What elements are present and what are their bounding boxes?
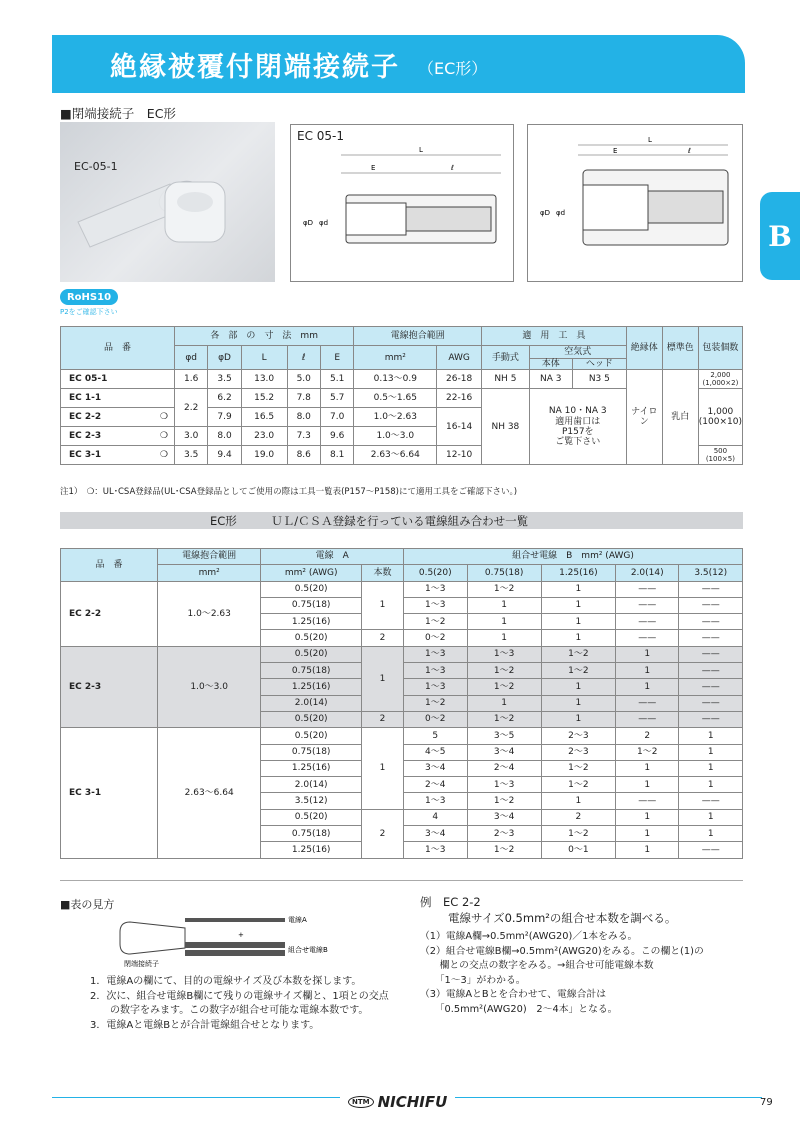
spec-header-L: L [241,346,287,370]
spec-header-D: φD [208,346,241,370]
footer-logo: NTM NICHIFU [340,1093,455,1111]
spec-header-ins: 絶縁体 [626,327,662,370]
table-row: 1.25(16) 3〜4 2〜4 1〜2 1 1 [61,760,743,776]
spec-header-dims: 各 部 の 寸 法 mm [175,327,354,346]
table-row: EC 3-1 2.63〜6.64 0.5(20) 1 5 3〜5 2〜3 2 1 [61,728,743,744]
table-row: 0.5(20) 2 0〜2 1 1 —— —— [61,630,743,646]
spec-header-body: 本体 [529,359,572,370]
spec-header-awg: AWG [437,346,482,370]
drawing-ec05-1 [290,124,514,282]
connector-illustration [60,122,275,282]
rohs-badge: RoHS10 [60,289,118,305]
combo-header-wb: 組合せ電線 B mm² (AWG) [404,549,743,565]
dim-D-text: φD [303,219,314,227]
spec-row: EC 1-1 2.2 6.2 15.2 7.8 5.7 0.5〜1.65 22-16 NH 38 NA 10・NA 3 適用歯口は P157を ご覧下さい 1,000 (100×10) [61,389,743,408]
table-row: 0.75(18) 1〜3 1 1 —— —— [61,597,743,613]
table-row: 1.25(16) 1〜2 1 1 —— —— [61,614,743,630]
dim-L-text: L [419,146,423,154]
spec-header-tool: 適 用 工 具 [482,327,627,346]
table-row: 0.5(20) 2 4 3〜4 2 1 1 [61,809,743,825]
page-subtitle: （EC形） [418,58,488,78]
part-number: EC 05-1 [61,370,175,389]
combo-part: EC 3-1 [61,728,158,858]
spec-header-air: 空気式 [529,346,626,359]
table-row: 0.75(18) 3〜4 2〜3 1〜2 1 1 [61,826,743,842]
table-row: 1.25(16) 1〜3 1〜2 1 1 —— [61,679,743,695]
color-value: 乳白 [662,370,698,465]
combo-part: EC 2-2 [61,581,158,646]
dim-l-text-2: ℓ [688,147,691,155]
table-row: EC 2-3 1.0〜3.0 0.5(20) 1 1〜3 1〜3 1〜2 1 —— [61,646,743,662]
spec-table [60,326,743,465]
section-title: ■閉端接続子 EC形 [60,106,176,121]
howto-steps: 1．電線Aの欄にて、目的の電線サイズ及び本数を探します。 2．次に、組合せ電線B欄にて残りの電線サイズ欄と、1項との交点 の数字をみます。この数字が組合せ可能な電線本数です。 3．電線Aと電線Bとが合計電線組合せとなります。 [90,976,389,1031]
spec-header-E: E [320,346,353,370]
combo-part: EC 2-3 [61,646,158,727]
combo-range: 1.0〜3.0 [158,646,261,727]
example-steps: （1）電線A欄→0.5mm²(AWG20)／1本をみる。 （2）組合せ電線B欄→0.5mm²(AWG20)をみる。この欄と(1)の 欄との交点の数字をみる。→組合せ可能電線本数 「1〜3」がわかる。 （3）電線AとBとを合わせて、電線合計は 「0.5mm²(AWG20) 2〜4本」となる。 [420,931,704,1015]
divider [60,880,743,881]
spec-row: EC 3-1 ❍ 3.5 9.4 19.0 8.6 8.1 2.63〜6.64 12-10 500 (100×5) [61,446,743,465]
table-row: 2.0(14) 1〜2 1 1 —— —— [61,695,743,711]
combo-range: 1.0〜2.63 [158,581,261,646]
combo-range: 2.63〜6.64 [158,728,261,858]
spec-row: EC 05-1 1.6 3.5 13.0 5.0 5.1 0.13〜0.9 26-18 NH 5 NA 3 N3 5 ナイロン 乳白 2,000 (1,000×2) [61,370,743,389]
spec-header-head: ヘッド [572,359,626,370]
spec-header-part: 品 番 [61,327,175,370]
title-banner [52,35,745,93]
svg-text:閉端接続子: 閉端接続子 [124,960,159,968]
drawing-label: EC 05-1 [297,129,345,143]
table-row: 3.5(12) 1〜3 1〜2 1 —— —— [61,793,743,809]
table-row: EC 2-2 1.0〜2.63 0.5(20) 1 1〜3 1〜2 1 —— —— [61,581,743,597]
rohs-note[interactable]: P2をご確認下さい [60,308,118,316]
svg-text:組合せ電線B: 組合せ電線B [288,946,328,954]
dim-d-text-2: φd [556,209,566,217]
insulator-value: ナイロン [626,370,662,465]
section-tab[interactable]: B [760,192,800,280]
dim-l-text: ℓ [451,164,454,172]
dim-E-text: E [371,164,376,172]
dimension-drawing-2 [528,125,742,281]
drawing-ec-large [527,124,743,282]
dim-d-text: φd [319,219,329,227]
table-row: 2.0(14) 2〜4 1〜3 1〜2 1 1 [61,777,743,793]
product-photo [60,122,275,282]
howto-diagram [110,910,380,970]
spec-header-mm2: mm² [354,346,437,370]
spec-note: 注1） ❍：UL･CSA登録品(UL･CSA登録品としてご使用の際は工具一覧表(P157〜P158)にて適用工具をご確認下さい。) [60,487,518,497]
dim-E-text-2: E [613,147,618,155]
combo-header-range: 電線抱合範囲 [158,549,261,565]
dimension-drawing-1 [291,125,513,281]
dim-D-text-2: φD [540,209,551,217]
example: 例 EC 2-2 電線サイズ0.5mm²の組合せ本数を調べる。 [420,895,677,925]
spec-header-l: ℓ [287,346,320,370]
table-row: 0.75(18) 1〜3 1〜2 1〜2 1 —— [61,663,743,679]
combo-table: 品 番 電線抱合範囲 電線 A 組合せ電線 B mm² (AWG) mm² mm² (AWG) 本数 0.5(20) 0.75(18) 1.25(16) 2.0(14) 3.5(12) EC 2-2 1.0〜2.63 0.5(20) 1 1〜3 1〜2 1 —— —— 0.75(18) 1〜3 1 1 —— —— 1.25(16) 1〜2 1 1 —— —— 0.5(20) 2 0〜2 1 1 —— —— EC 2-3 1.0〜3.0 0.5(20) 1 1〜3 1〜3 1〜2 1 —— 0.75(18) 1〜3 1〜2 1〜2 1 —— 1.25(16) 1〜3 1〜2 1 1 —— 2.0(14) 1〜2 1 1 —— —— 0.5(20) 2 0〜2 1〜2 1 —— —— EC 3-1 2.63〜6.64 0.5(20) 1 5 3〜5 2〜3 2 1 0.75(18) 4〜5 3〜4 2〜3 1〜2 1 1.25(16) 3〜4 2〜4 1〜2 1 1 2.0(14) 2〜4 1〜3 1〜2 1 1 3.5(12) 1〜3 1〜2 1 —— —— 0.5(20) 2 4 3〜4 2 1 1 0.75(18) 3〜4 2〜3 1〜2 1 1 1.25(16) 1〜3 1〜2 0〜1 1 —— [60,548,743,859]
table-row: 1.25(16) 1〜3 1〜2 0〜1 1 —— [61,842,743,858]
page-title: 絶縁被覆付閉端接続子 [110,51,400,83]
spec-header-color: 標準色 [662,327,698,370]
page-number: 79 [760,1097,773,1108]
spec-header-pack: 包装個数 [698,327,742,370]
svg-text:電線A: 電線A [288,916,307,924]
table-row: 0.5(20) 2 0〜2 1〜2 1 —— —— [61,711,743,727]
table-row: 0.75(18) 4〜5 3〜4 2〜3 1〜2 1 [61,744,743,760]
spec-row: EC 2-2 ❍ 7.9 16.5 8.0 7.0 1.0〜2.63 16-14 [61,408,743,427]
spec-header-manual: 手動式 [482,346,530,370]
spec-header-range: 電線抱合範囲 [354,327,482,346]
spec-header-d: φd [175,346,208,370]
photo-label: EC-05-1 [74,160,118,173]
combo-header-wa: 電線 A [261,549,404,565]
howto-title: ■表の見方 [60,898,115,911]
spec-row: EC 2-3 ❍ 3.0 8.0 23.0 7.3 9.6 1.0〜3.0 [61,427,743,446]
combo-title: EC形 ＵＬ/ＣＳＡ登録を行っている電線組み合わせ一覧 [60,512,743,529]
combo-header-part: 品 番 [61,549,158,582]
dim-L-text-2: L [648,136,652,144]
svg-text:+: + [238,931,244,939]
